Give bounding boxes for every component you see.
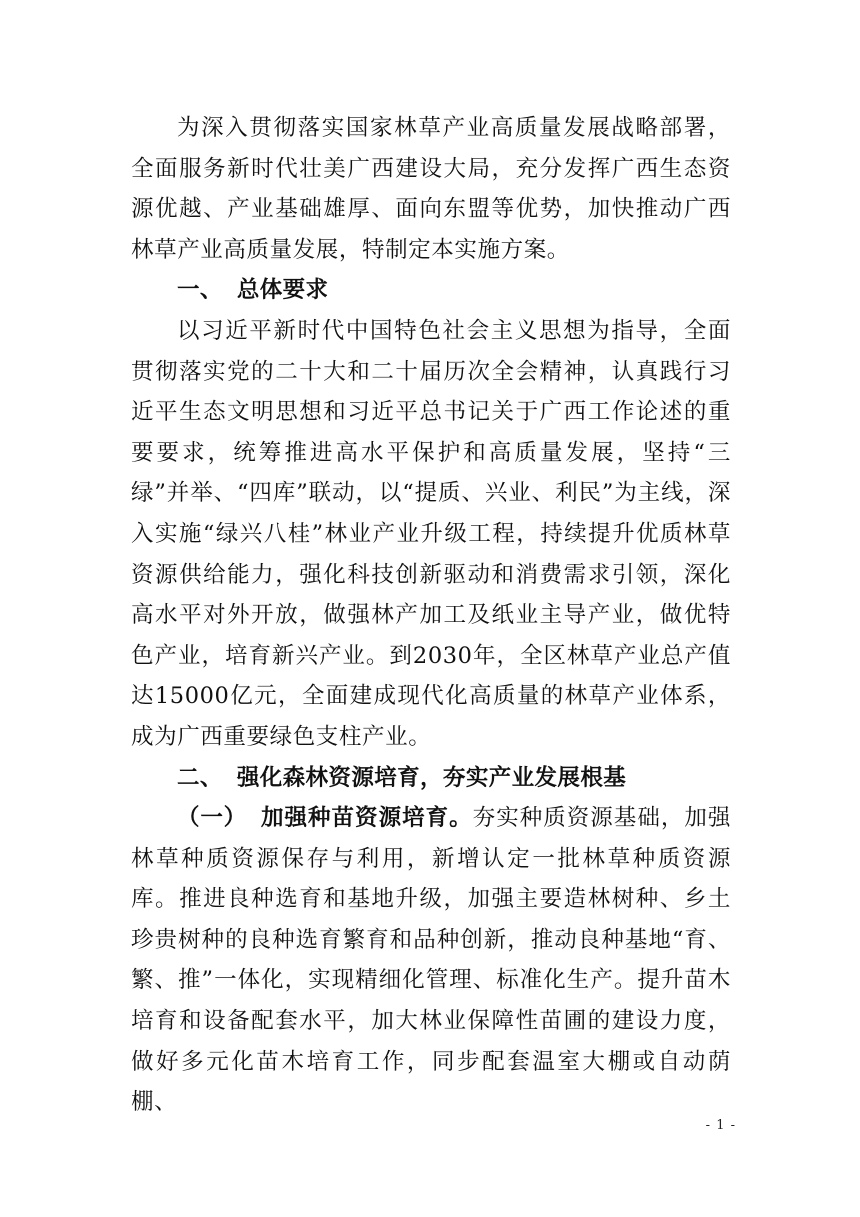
subsection-2-1-body: 夯实种质资源基础，加强林草种质资源保存与利用，新增认定一批林草种质资源库。推进良种选育和基地升级，加强主要造林树种、乡土珍贵树种的良种选育繁育和品种创新，推动良种基地“育、繁、推”一体化，实现精细化管理、标准化生产。提升苗木培育和设备配套水平，加大林业保障性苗圃的建设力度，做好多元化苗木培育工作，同步配套温室大棚或自动荫棚、 xyxy=(131,805,731,1116)
section-2-number: 二、 xyxy=(177,764,223,791)
section-1-title: 总体要求 xyxy=(236,277,329,304)
section-1-heading xyxy=(131,270,731,311)
section-2-title: 强化森林资源培育，夯实产业发展根基 xyxy=(236,764,627,791)
section-2-heading xyxy=(131,758,731,799)
subsection-2-1-number: （一） xyxy=(177,805,247,832)
subsection-2-1-title: 加强种苗资源培育。 xyxy=(260,805,473,832)
section-1-paragraph: 以习近平新时代中国特色社会主义思想为指导，全面贯彻落实党的二十大和二十届历次全会精神，认真践行习近平生态文明思想和习近平总书记关于广西工作论述的重要要求，统筹推进高水平保护和高质量发展，坚持“三绿”并举、“四库”联动，以“提质、兴业、利民”为主线，深入实施“绿兴八桂”林业产业升级工程，持续提升优质林草资源供给能力，强化科技创新驱动和消费需求引领，深化高水平对外开放，做强林产加工及纸业主导产业，做优特色产业，培育新兴产业。到2030年，全区林草产业总产值达15000亿元，全面建成现代化高质量的林草产业体系，成为广西重要绿色支柱产业。 xyxy=(131,317,731,750)
section-1-number: 一、 xyxy=(177,277,223,304)
document-body xyxy=(131,108,731,1123)
subsection-2-1-paragraph xyxy=(131,798,731,1123)
page-number: - 1 - xyxy=(705,1118,736,1133)
intro-paragraph: 为深入贯彻落实国家林草产业高质量发展战略部署，全面服务新时代壮美广西建设大局，充分发挥广西生态资源优越、产业基础雄厚、面向东盟等优势，加快推动广西林草产业高质量发展，特制定本实施方案。 xyxy=(131,115,731,263)
